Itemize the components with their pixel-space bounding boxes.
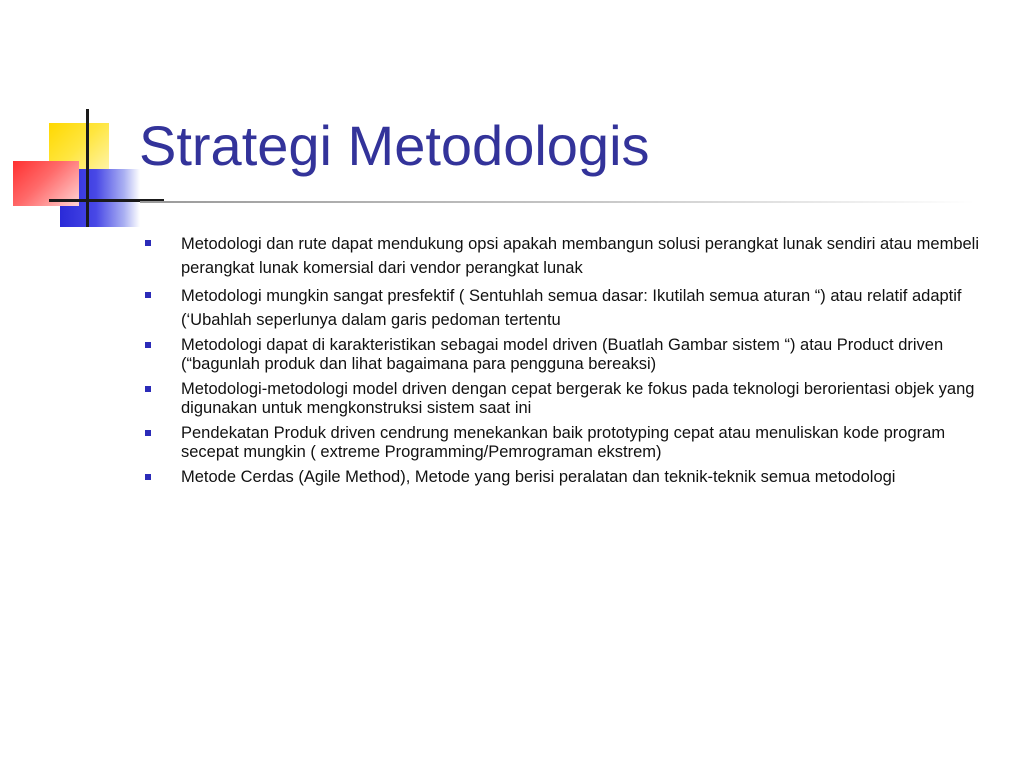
bullet-text: Metodologi-metodologi model driven dengan cepat bergerak ke fokus pada teknologi berorientasi objek yang digunakan untuk mengkonstruksi sistem saat ini [181, 380, 975, 417]
square-bullet-icon [145, 430, 151, 436]
bullet-text: Metodologi mungkin sangat presfektif ( Sentuhlah semua dasar: Ikutilah semua aturan “) atau relatif adaptif (‘Ubahlah seperlunya dalam garis pedoman tertentu [181, 287, 962, 329]
title-underline [140, 201, 975, 203]
bullet-item [145, 336, 990, 374]
bullet-text: Metode Cerdas (Agile Method), Metode yang berisi peralatan dan teknik-teknik semua metodologi [181, 468, 896, 486]
bullet-text: Pendekatan Produk driven cendrung menekankan baik prototyping cepat atau menuliskan kode program secepat mungkin ( extreme Programming/Pemrograman ekstrem) [181, 424, 946, 461]
square-bullet-icon [145, 240, 151, 246]
bullet-item [145, 284, 990, 332]
square-bullet-icon [145, 386, 151, 392]
corner-decoration [0, 0, 160, 240]
bullet-item [145, 232, 990, 280]
bullet-text: Metodologi dapat di karakteristikan sebagai model driven (Buatlah Gambar sistem “) atau Product driven (“bagunlah produk dan lihat bagaimana para pengguna bereaksi) [181, 336, 944, 373]
slide-title: Strategi Metodologis [139, 114, 650, 177]
square-bullet-icon [145, 342, 151, 348]
bullet-list [145, 232, 990, 493]
bullet-text: Metodologi dan rute dapat mendukung opsi apakah membangun solusi perangkat lunak sendiri atau membeli perangkat lunak komersial dari vendor perangkat lunak [181, 235, 980, 277]
square-bullet-icon [145, 474, 151, 480]
bullet-item [145, 424, 990, 462]
square-bullet-icon [145, 292, 151, 298]
bullet-item [145, 468, 990, 487]
bullet-item [145, 380, 990, 418]
vertical-line [86, 109, 89, 227]
